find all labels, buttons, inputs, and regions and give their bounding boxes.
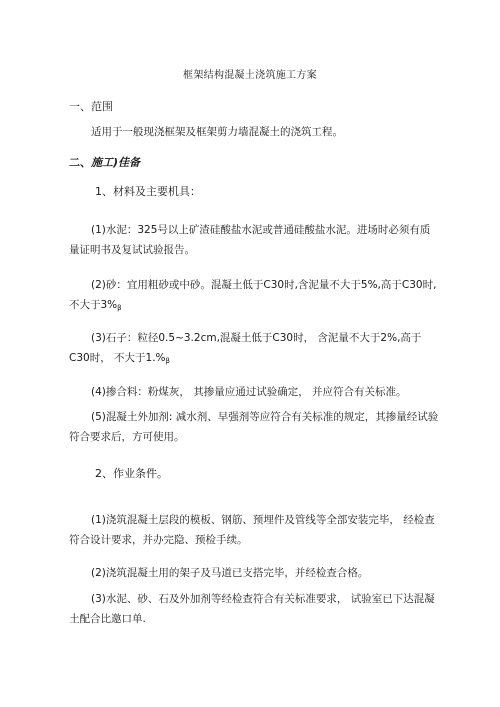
section-heading-preparation [69,154,140,170]
gravel-text: (3)石子：粒径0.5~3.2cm,混凝土低于C30时， 含泥量不大于2%,高于C30时， 不大于1.% [69,332,422,364]
section-number: 二、 [69,156,91,169]
gravel-mark: β [165,357,170,365]
section-title-text: 施工)佳备 [91,156,141,169]
section-heading-scope: 一、范围 [69,100,113,113]
page-title: 框架结构混凝土浇筑施工方案 [183,70,317,81]
subsection-materials: 1、材料及主要机具： [95,185,201,198]
work-condition-1: (1)浇筑混凝土层段的模板、钢筋、预埋件及管线等全部安装完毕， 经检查符合设计要求，并办完隐、预检手续。 [69,514,435,546]
materials-item-additive: (5)混凝土外加剂: 减水剂、早强剂等应符合有关标准的规定，其掺量经试验符合要求后，方可使用。 [69,411,439,443]
scope-paragraph: 适用于一般现浇框架及框架剪力墙混凝土的浇筑工程。 [91,126,343,138]
materials-item-gravel [69,328,439,371]
subsection-work-conditions: 2、作业条件。 [95,467,168,480]
work-condition-2: (2)浇筑混凝土用的架子及马道已支搭完毕，并经检查合格。 [91,567,369,579]
materials-item-cement: (1)水泥：325号以上矿渣硅酸盐水泥或普通硅酸盐水泥。进场时必须有质量证明书及复试试验报告。 [69,224,431,256]
sand-text: (2)砂：宜用粗砂或中砂。混凝土低于C30时,含泥量不大于5%,高于C30时,不大于3% [69,279,437,311]
work-condition-3: (3)水泥、砂、石及外加剂等经检查符合有关标准要求， 试验室已下达混凝土配合比邀口单. [69,593,435,625]
materials-item-admixture: (4)掺合料：粉煤灰， 其掺量应通过试验确定， 并应符合有关标准。 [91,386,407,398]
sand-mark: β [117,304,122,312]
materials-item-sand [69,275,439,318]
